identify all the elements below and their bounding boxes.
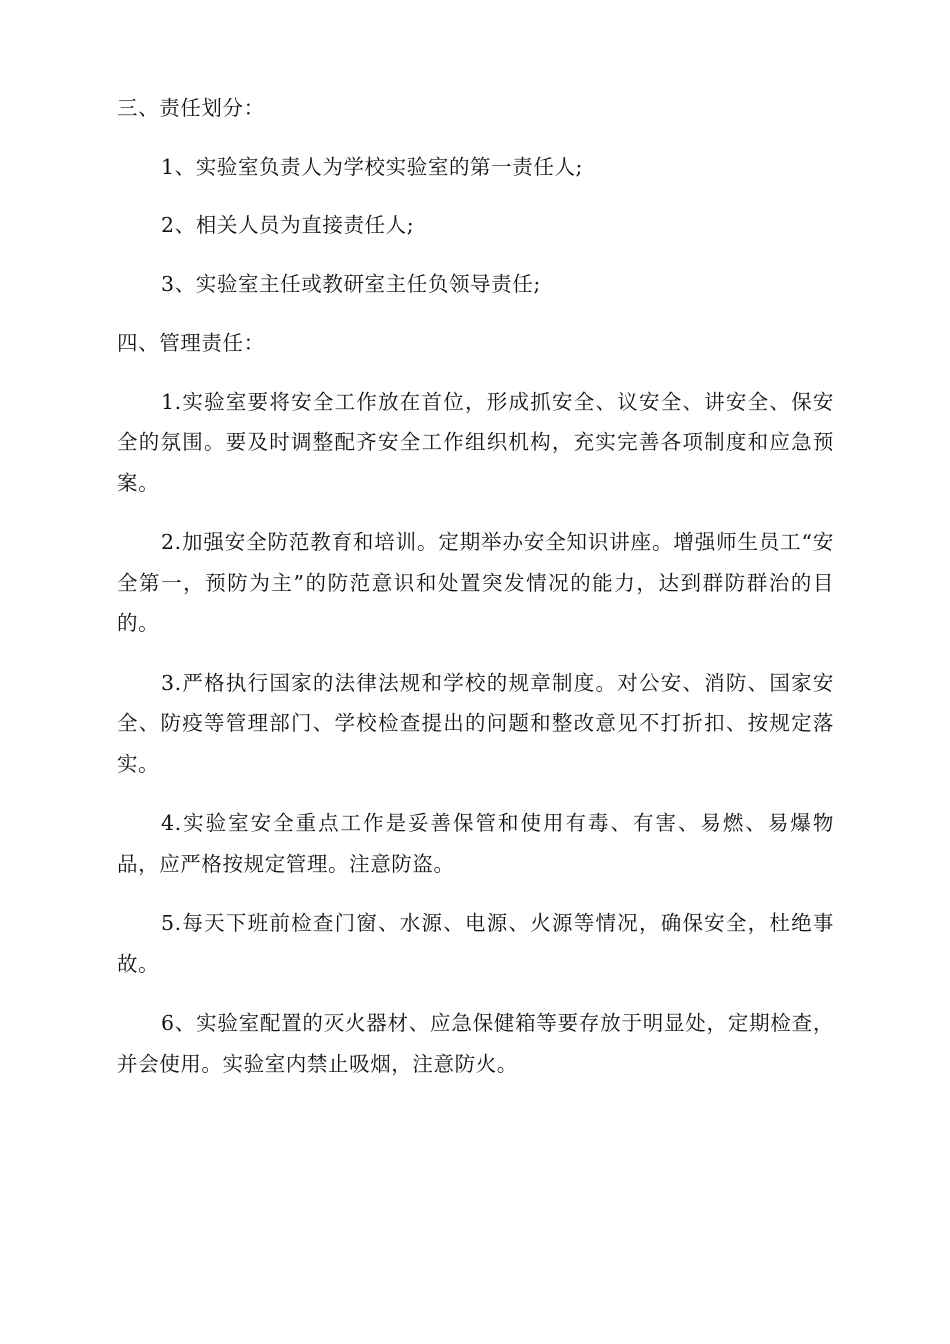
section-4-heading: 四、管理责任：	[117, 331, 265, 355]
section-4-item-1: 1.实验室要将安全工作放在首位，形成抓安全、议安全、讲安全、保安全的氛围。要及时调整配齐安全工作组织机构，充实完善各项制度和应急预案。	[117, 389, 834, 495]
section-3-item-2: 2、相关人员为直接责任人;	[161, 213, 415, 237]
section-3-item-1: 1、实验室负责人为学校实验室的第一责任人;	[161, 154, 584, 179]
section-3-item-3: 3、实验室主任或教研室主任负领导责任;	[161, 271, 541, 296]
section-3-heading: 三、责任划分：	[117, 96, 265, 120]
document-body	[117, 88, 834, 1084]
section-4-item-5: 5.每天下班前检查门窗、水源、电源、火源等情况，确保安全，杜绝事故。	[117, 911, 834, 976]
section-4-item-4: 4.实验室安全重点工作是妥善保管和使用有毒、有害、易燃、易爆物品，应严格按规定管理。注意防盗。	[117, 811, 834, 876]
section-4-item-2: 2.加强安全防范教育和培训。定期举办安全知识讲座。增强师生员工“安全第一，预防为主”的防范意识和处置突发情况的能力，达到群防群治的目的。	[117, 530, 834, 635]
section-4-item-3: 3.严格执行国家的法律法规和学校的规章制度。对公安、消防、国家安全、防疫等管理部门、学校检查提出的问题和整改意见不打折扣、按规定落实。	[117, 670, 834, 776]
section-4-item-6: 6、实验室配置的灭火器材、应急保健箱等要存放于明显处，定期检查，并会使用。实验室内禁止吸烟，注意防火。	[117, 1011, 834, 1076]
